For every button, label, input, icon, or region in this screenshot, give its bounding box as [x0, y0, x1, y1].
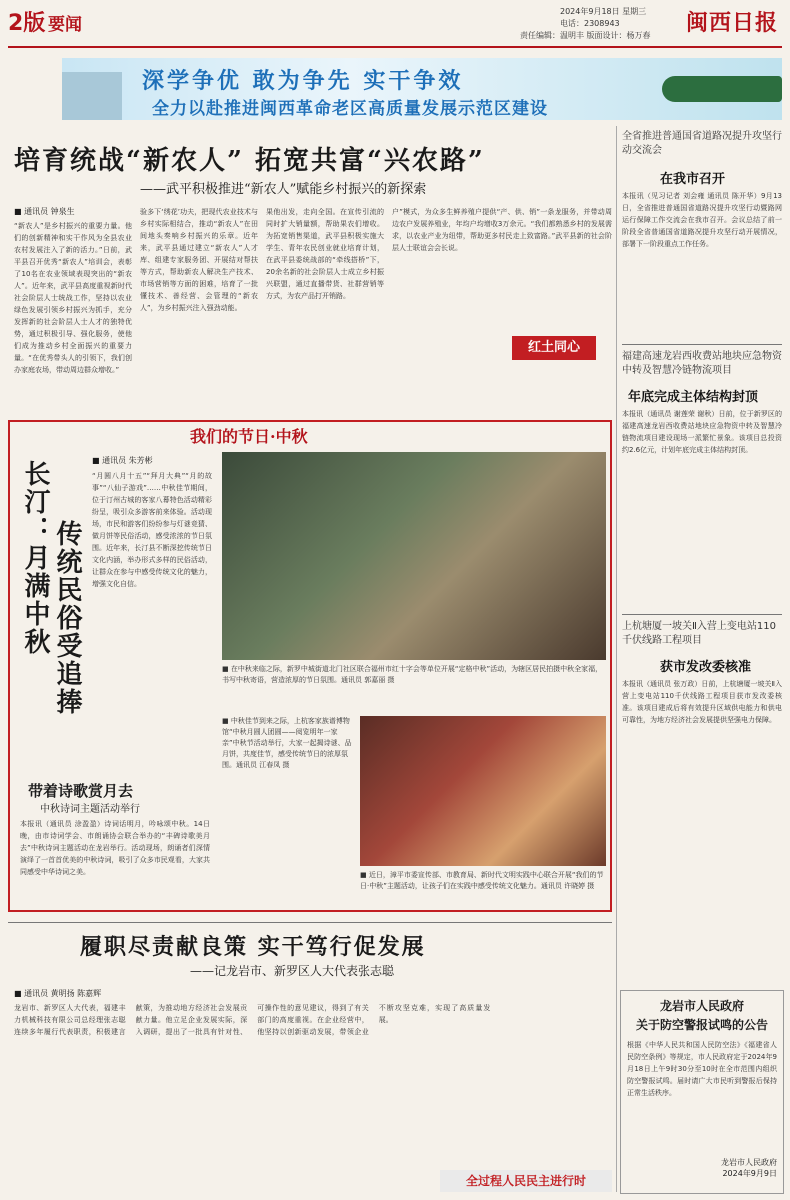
editors: 责任编辑：温明丰 版面设计：杨万春 [520, 31, 651, 40]
lantern-photo [222, 452, 606, 660]
side-body-1: 本报讯（见习记者 刘会雍 通讯员 陈开华）9月13日，全省推进普通国省道路况提升攻坚行动暨路网运行保障工作交流会在我市召开。会议总结了前一阶段全省普通国省道路况提升攻坚行动开展情况，部署下一阶段重点工作任务。 [622, 192, 782, 248]
photo-caption-2: ■ 中秋佳节到来之际，上杭客家族谱博物馆“中秋月圆人团圆——阅览明年一家亲”中秋节活动举行，大家一起揭诗谜、品月饼，共度佳节，感受传统节日的浓厚氛围。通讯员 江春凤 摄 [222, 717, 352, 769]
feature-vtitle-b: 传统民俗受追捧 [52, 520, 82, 716]
side-rule-1 [622, 344, 782, 345]
feature-body2: 本报讯（通讯员 涂盈盈）诗词话明月，吟咏颂中秋。14日晚，由市诗词学会、市朗诵协会联合举办的“丰碑诗歌美月去”中秋诗词主题活动在龙岩举行。活动现场，朗诵者们深情演绎了一首首优美的中秋诗词，吸引了众多市民观看，大家共同感受中华诗词之美。 [20, 820, 210, 876]
feature-vtitle-a: 长汀：月满中秋 [20, 460, 50, 656]
lead-byline: ■ 通讯员 钟泉生 [14, 207, 75, 216]
feature-body: “月圆八月十五”“拜月大典”“月的故事”“八仙子游戏”……中秋佳节期间，位于汀州古城的客家八幕特色活动精彩纷呈，吸引众多游客前来体验。活动现场，市民和游客们纷纷参与灯谜竞猜、做月饼等民俗活动，感受浓浓的节日氛围。近年来，长汀县不断深挖传统节日文化内涵，举办形式多样的民俗活动，让群众在参与中感受传统文化的魅力，增强文化自信。 [92, 472, 212, 588]
building-graphic [62, 72, 122, 120]
notice-title: 关于防空警报试鸣的公告 [635, 1018, 768, 1032]
bottom-headline: 履职尽责献良策 实干笃行促发展 [80, 934, 426, 960]
banner-line2: 全力以赴推进闽西革命老区高质量发展示范区建设 [152, 99, 548, 119]
masthead-rule [8, 46, 782, 48]
lead-col4: 户”模式，为众多生鲜养殖户提供“产、供、销”一条龙服务，并带动周边农户发展养殖业，年均户均增收3万余元。“我们都熟悉乡村的发展需求，以农业产业为纽带，帮助更多村民走上致富路。”武平县新的社会阶层人士联谊会会长说。 [392, 208, 612, 252]
bottom-rule [8, 922, 612, 923]
lead-headline: 培育统战“新农人” 拓宽共富“兴农路” [14, 146, 485, 176]
side-title-1: 在我市召开 [660, 172, 726, 187]
feature-subtitle2: 中秋诗词主题活动举行 [40, 804, 140, 815]
performance-photo [360, 716, 606, 866]
notice-org: 龙岩市人民政府 [659, 999, 744, 1013]
side-kicker-1: 全省推进普通国省道路况提升攻坚行动交流会 [622, 131, 782, 156]
page-number: 2版 [8, 11, 46, 36]
banner-line1: 深学争优 敢为争先 实干争效 [142, 69, 464, 94]
section-title: 要闻 [48, 15, 82, 35]
notice-box [620, 990, 784, 1194]
lead-col2: 验多下‘绣花’功夫，把现代农业技术与乡村实际相结合，推动“新农人”在田间地头奏响乡村振兴的乐章。近年来，武平县通过建立“新农人”人才库、组建专家服务团、开展结对帮扶等方式，帮助新农人解决生产技术、市场营销等方面的困难，培育了一批懂技术、善经营、会管理的“新农人”，为乡村振兴注入强劲动能。 [140, 208, 258, 312]
slogan-banner [62, 58, 782, 120]
bottom-subtitle: ——记龙岩市、新罗区人大代表张志聪 [190, 964, 395, 978]
lead-col1: “新农人”是乡村振兴的重要力量。他们的创新精神和实干作风为全县农业农村发展注入了新的活力。”日前，武平县召开优秀“新农人”培训会，表彰了10名在农业领域表现突出的“新农人”。近年来，武平县高度重视新时代社会阶层人士统战工作，坚持以农业绿色发展引领乡村振兴为抓手，充分发挥新的社会阶层人士人才的独特优势，通过积极引导、强化服务，使他们成为推动乡村全面振兴的重要力量。“在优秀带头人的引领下，我们创办家庭农场，带动周边群众增收。” [14, 222, 132, 374]
side-body-2: 本报讯（通讯员 谢莲荣 谢秋）日前，位于新罗区的福建高速龙岩西收费站地块应急物资中转及智慧冷链物流项目建设现场一派繁忙景象。该项目总投资约2.6亿元，计划年底完成主体结构封顶。 [622, 410, 782, 454]
bottom-byline: ■ 通讯员 黄明扬 陈嘉辉 [14, 989, 102, 998]
red-soil-tag: 红土同心 [512, 336, 596, 360]
newspaper-logo: 闽西日报 [686, 10, 779, 36]
democracy-tag: 全过程人民民主进行时 [440, 1170, 612, 1192]
bottom-body: 龙岩市、新罗区人大代表，福建丰力机械科技有限公司总经理张志聪连续多年履行代表职责，积极建言献策，为推动地方经济社会发展贡献力量。他立足企业发展实际，深入调研，提出了一批具有针对性、可操作性的意见建议，得到了有关部门的高度重视。在企业经营中，他坚持以创新驱动发展，带领企业不断攻坚克难，实现了高质量发展。 [14, 1004, 491, 1036]
feature-subtitle: 带着诗歌赏月去 [28, 782, 134, 800]
lead-subtitle: ——武平积极推进“新农人”赋能乡村振兴的新探索 [140, 182, 427, 197]
side-title-3: 获市发改委核准 [660, 660, 752, 675]
side-kicker-2: 福建高速龙岩西收费站地块应急物资中转及智慧冷链物流项目 [622, 351, 782, 376]
issue-date: 2024年9月18日 星期三 [560, 7, 647, 16]
photo-caption-3: ■ 近日，漳平市委宣传部、市教育局、新时代文明实践中心联合开展“我们的节日·中秋”主题活动，让孩子们在实践中感受传统文化魅力。通讯员 许晓婷 摄 [360, 871, 604, 890]
feature-byline: ■ 通讯员 朱芳彬 [92, 456, 153, 465]
side-title-2: 年底完成主体结构封顶 [628, 390, 759, 405]
notice-sign: 龙岩市人民政府 [721, 1158, 777, 1167]
side-rule-2 [622, 614, 782, 615]
feature-header: 我们的节日·中秋 [190, 427, 308, 446]
sidebar-divider [616, 126, 617, 1192]
phone: 电话：2308943 [560, 19, 620, 28]
photo-caption-1: ■ 在中秋来临之际，新罗中城街道北门社区联合福州市红十字会等单位开展“定格中秋”活动，为辖区居民拍摄中秋全家福，书写中秋寄语，营造浓厚的节日氛围。通讯员 郭嘉丽 摄 [222, 665, 603, 684]
side-body-3: 本报讯（通讯员 张万政）日前，上杭塘厦一坡关Ⅱ入营上变电站110千伏线路工程项目获市发改委核准。该项目建成后将有效提升区域供电能力和供电可靠性，为地方经济社会发展提供坚强电力保障。 [622, 680, 782, 724]
notice-body: 根据《中华人民共和国人民防空法》《福建省人民防空条例》等规定，市人民政府定于2024年9月18日上午9时30分至10时在全市范围内组织防空警报试鸣。届时请广大市民听到警报后保持正常生活秩序。 [627, 1041, 777, 1097]
notice-date: 2024年9月9日 [722, 1169, 777, 1178]
lead-col3: 果他出发，走向全国。在宣传引流的同时扩大销量额，帮助果农们增收。为拓宽销售渠道，武平县积极实施大学生、青年农民创业就业培育计划，在武平县委统战部的“牵线搭桥”下，20余名新的社会阶层人士成立乡村振兴联盟，通过直播带货、社群营销等方式，为农产品打开销路。 [266, 208, 384, 300]
train-graphic [662, 76, 782, 102]
side-kicker-3: 上杭塘厦一坡关Ⅱ入营上变电站110千伏线路工程项目 [622, 621, 777, 646]
